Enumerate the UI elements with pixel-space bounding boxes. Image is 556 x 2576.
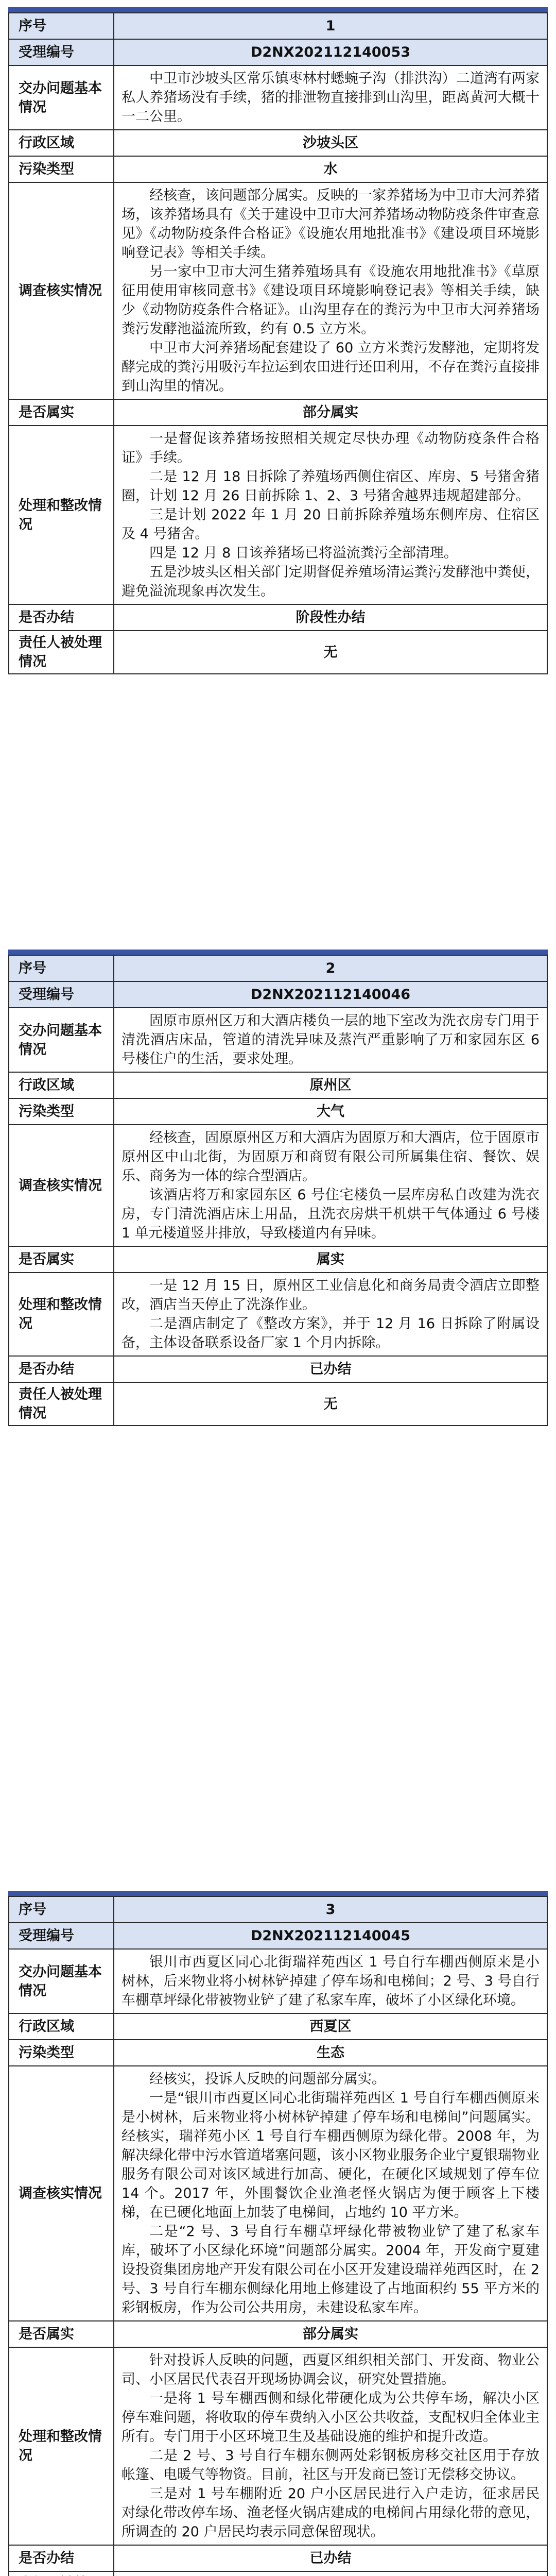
investigation-paragraph: 经核查，该问题部分属实。反映的一家养猪场为中卫市大河养猪场，该养猪场具有《关于建设中卫市大河养猪场动物防疫条件审查意见》《动物防疫条件合格证》《设施农用地批准书》《建设项目环境影响登记表》等相关手续。: [121, 188, 540, 261]
label-verified: 是否属实: [9, 2321, 114, 2347]
value-accept-no: D2NX202112140045: [114, 1923, 547, 1949]
row-closed: [9, 2545, 547, 2571]
handling-paragraph: 四是 12 月 8 日该养猪场已将溢流粪污全部清理。: [149, 545, 458, 561]
label-closed: 是否办结: [9, 1356, 114, 1382]
value-pollution: 生态: [114, 2040, 547, 2066]
label-issue: 交办问题基本情况: [9, 65, 114, 130]
label-investigation: 调查核实情况: [9, 182, 114, 399]
label-district: 行政区域: [9, 130, 114, 156]
row-issue: [9, 1008, 547, 1072]
label-accountability: 责任人被处理情况: [9, 631, 114, 674]
investigation-paragraph: 经核查，固原原州区万和大酒店为固原万和大酒店，位于固原市原州区中山北街，为固原万和商贸有限公司所属集住宿、餐饮、娱乐、商务为一体的综合型酒店。: [121, 1130, 540, 1184]
value-investigation: [114, 182, 547, 399]
value-issue: [114, 65, 547, 130]
row-accept-no: [9, 1923, 547, 1949]
value-accept-no: D2NX202112140046: [114, 981, 547, 1008]
label-closed: 是否办结: [9, 604, 114, 631]
value-seq: 2: [114, 955, 547, 981]
value-investigation: [114, 1125, 547, 1246]
label-accept-no: 受理编号: [9, 981, 114, 1008]
issue-text: 银川市西夏区同心北街瑞祥苑西区 1 号自行车棚西侧原来是小树林，后来物业将小树林铲掉建了停车场和电梯间；2 号、3 号自行车棚草坪绿化带被物业铲了建了私家车库，破坏了小区绿化环境。: [121, 1954, 540, 2008]
handling-paragraph: 二是 12 月 18 日拆除了养殖场西侧住宿区、库房、5 号猪舍猪圈，计划 12 月 26 日前拆除 1、2、3 号猪舍越界违规超建部分。: [121, 469, 540, 504]
row-issue: [9, 1949, 547, 2013]
row-district: [9, 2013, 547, 2040]
row-pollution: [9, 2040, 547, 2066]
row-verified: [9, 399, 547, 426]
row-handling: [9, 426, 547, 604]
value-investigation: [114, 2066, 547, 2321]
card-top-bar: [8, 1891, 548, 1896]
row-investigation: [9, 2066, 547, 2321]
handling-paragraph: 一是 12 月 15 日，原州区工业信息化和商务局责令酒店立即整改，酒店当天停止了洗涤作业。: [121, 1278, 540, 1313]
label-handling: 处理和整改情况: [9, 426, 114, 604]
case-card-1: [8, 7, 548, 674]
row-investigation: [9, 1125, 547, 1246]
row-issue: [9, 65, 547, 130]
value-closed: 阶段性办结: [114, 604, 547, 631]
label-district: 行政区域: [9, 1072, 114, 1098]
label-investigation: 调查核实情况: [9, 1125, 114, 1246]
case-table: [8, 12, 548, 674]
value-seq: 3: [114, 1896, 547, 1923]
row-accountability: [9, 2571, 547, 2576]
issue-text: 固原市原州区万和大酒店楼负一层的地下室改为洗衣房专门用于清洗酒店床品，管道的清洗异味及蒸汽严重影响了万和家园东区 6 号楼住户的生活，要求处理。: [121, 1013, 540, 1067]
row-investigation: [9, 182, 547, 399]
handling-paragraph: 针对投诉人反映的问题，西夏区组织相关部门、开发商、物业公司、小区居民代表召开现场协调会议，研究处置措施。: [121, 2352, 540, 2387]
label-accountability: [9, 2571, 114, 2576]
label-issue: 交办问题基本情况: [9, 1008, 114, 1072]
label-handling: 处理和整改情况: [9, 2347, 114, 2545]
row-verified: [9, 2321, 547, 2347]
value-district: 沙坡头区: [114, 130, 547, 156]
value-seq: 1: [114, 13, 547, 39]
row-closed: [9, 1356, 547, 1382]
label-investigation: 调查核实情况: [9, 2066, 114, 2321]
label-seq: 序号: [9, 1896, 114, 1923]
value-closed: 已办结: [114, 1356, 547, 1382]
case-card-2: [8, 950, 548, 1426]
value-district: 原州区: [114, 1072, 547, 1098]
label-pollution: 污染类型: [9, 1098, 114, 1125]
label-accountability: 责任人被处理情况: [9, 1382, 114, 1426]
row-accountability: [9, 1382, 547, 1426]
row-closed: [9, 604, 547, 631]
row-accountability: [9, 631, 547, 674]
card-top-bar: [8, 7, 548, 12]
row-accept-no: [9, 39, 547, 65]
value-verified: 属实: [114, 1246, 547, 1273]
label-issue: 交办问题基本情况: [9, 1949, 114, 2013]
value-accountability: 无: [114, 631, 547, 674]
case-table: [8, 955, 548, 1426]
label-verified: 是否属实: [9, 399, 114, 426]
case-card-3: [8, 1891, 548, 2576]
row-district: [9, 130, 547, 156]
label-seq: 序号: [9, 13, 114, 39]
handling-paragraph: 三是计划 2022 年 1 月 20 日前拆除养殖场东侧库房、住宿区及 4 号猪舍。: [121, 507, 540, 542]
investigation-paragraph: 一是“银川市西夏区同心北街瑞祥苑西区 1 号自行车棚西侧原来是小树林，后来物业将小树林铲掉建了停车场和电梯间”问题属实。经核实，瑞祥苑小区 1 号自行车棚西侧原为绿化带。2008 年，为解决绿化带中污水管道堵塞问题，该小区物业服务企业宁夏银瑞物业服务有限公司对该区域进行加高、硬化，在硬化区域规划了停车位 14 个。2017 年，外围餐饮企业渔老怪火锅店为便于顾客上下楼梯，在已硬化地面上加装了电梯间，占地约 10 平方米。: [121, 2090, 540, 2221]
row-verified: [9, 1246, 547, 1273]
value-pollution: 水: [114, 156, 547, 182]
label-handling: 处理和整改情况: [9, 1273, 114, 1356]
label-seq: 序号: [9, 955, 114, 981]
row-seq: [9, 13, 547, 39]
label-verified: 是否属实: [9, 1246, 114, 1273]
value-accountability: 无: [114, 1382, 547, 1426]
investigation-paragraph: 经核实，投诉人反映的问题部分属实。: [149, 2071, 386, 2087]
row-accept-no: [9, 981, 547, 1008]
label-accept-no: 受理编号: [9, 39, 114, 65]
handling-paragraph: 二是酒店制定了《整改方案》，并于 12 月 16 日拆除了附属设备，主体设备联系设备厂家 1 个月内拆除。: [121, 1316, 540, 1351]
handling-paragraph: 二是 2 号、3 号自行车棚东侧两处彩钢板房移交社区用于存放帐篷、电暖气等物资。目前，社区与开发商已签订无偿移交协议。: [121, 2448, 540, 2483]
handling-paragraph: 三是对 1 号车棚附近 20 户小区居民进行入户走访，征求居民对绿化带改停车场、渔老怪火锅店建成的电梯间占用绿化带的意见，所调查的 20 户居民均表示同意保留现状。: [121, 2486, 540, 2540]
row-seq: [9, 1896, 547, 1923]
label-closed: 是否办结: [9, 2545, 114, 2571]
row-handling: [9, 2347, 547, 2545]
row-seq: [9, 955, 547, 981]
value-issue: [114, 1008, 547, 1072]
case-table: [8, 1896, 548, 2576]
investigation-paragraph: 中卫市大河养猪场配套建设了 60 立方米粪污发酵池，定期将发酵完成的粪污用吸污车拉运到农田进行还田利用，不存在粪污直接排到山沟里的情况。: [121, 340, 540, 394]
row-district: [9, 1072, 547, 1098]
investigation-paragraph: 另一家中卫市大河生猪养殖场具有《设施农用地批准书》《草原征用使用审核同意书》《建设项目环境影响登记表》等相关手续，缺少《动物防疫条件合格证》。山沟里存在的粪污为中卫市大河养猪场粪污发酵池溢流所致，约有 0.5 立方米。: [121, 264, 540, 337]
value-accountability: [114, 2571, 547, 2576]
row-handling: [9, 1273, 547, 1356]
value-district: 西夏区: [114, 2013, 547, 2040]
value-handling: [114, 2347, 547, 2545]
handling-paragraph: 一是将 1 号车棚西侧和绿化带硬化成为公共停车场，解决小区停车难问题，将收取的停车费纳入小区公共收益，支配权归全体业主所有。专门用于小区环境卫生及基础设施的维护和提升改造。: [121, 2391, 540, 2445]
value-handling: [114, 1273, 547, 1356]
value-accept-no: D2NX202112140053: [114, 39, 547, 65]
value-issue: [114, 1949, 547, 2013]
label-accept-no: 受理编号: [9, 1923, 114, 1949]
row-pollution: [9, 1098, 547, 1125]
label-district: 行政区域: [9, 2013, 114, 2040]
value-pollution: 大气: [114, 1098, 547, 1125]
handling-paragraph: 一是督促该养猪场按照相关规定尽快办理《动物防疫条件合格证》手续。: [121, 431, 540, 466]
handling-paragraph: 五是沙坡头区相关部门定期督促养殖场清运粪污发酵池中粪便，避免溢流现象再次发生。: [121, 564, 540, 599]
value-closed: 已办结: [114, 2545, 547, 2571]
issue-text: 中卫市沙坡头区常乐镇枣林村蟋蜿子沟（排洪沟）二道湾有两家私人养猪场没有手续，猪的排泄物直接排到山沟里，距离黄河大概十一二公里。: [121, 71, 540, 125]
investigation-paragraph: 二是“2 号、3 号自行车棚草坪绿化带被物业铲了建了私家车库，破坏了小区绿化环境”问题部分属实。2004 年，开发商宁夏建设投资集团房地产开发有限公司在小区开发建设瑞祥苑西区时，在 2 号、3 号自行车棚东侧绿化用地上修建设了占地面积约 55 平方米的彩钢板房，作为公司公共用房，未建设私家车库。: [121, 2224, 540, 2316]
label-pollution: 污染类型: [9, 2040, 114, 2066]
value-verified: 部分属实: [114, 2321, 547, 2347]
value-verified: 部分属实: [114, 399, 547, 426]
row-pollution: [9, 156, 547, 182]
investigation-paragraph: 该酒店将万和家园东区 6 号住宅楼负一层库房私自改建为洗衣房，专门清洗酒店床上用品，且洗衣房烘干机烘干气体通过 6 号楼 1 单元楼道竖井排放，导致楼道内有异味。: [121, 1187, 540, 1241]
label-pollution: 污染类型: [9, 156, 114, 182]
card-top-bar: [8, 950, 548, 955]
value-handling: [114, 426, 547, 604]
